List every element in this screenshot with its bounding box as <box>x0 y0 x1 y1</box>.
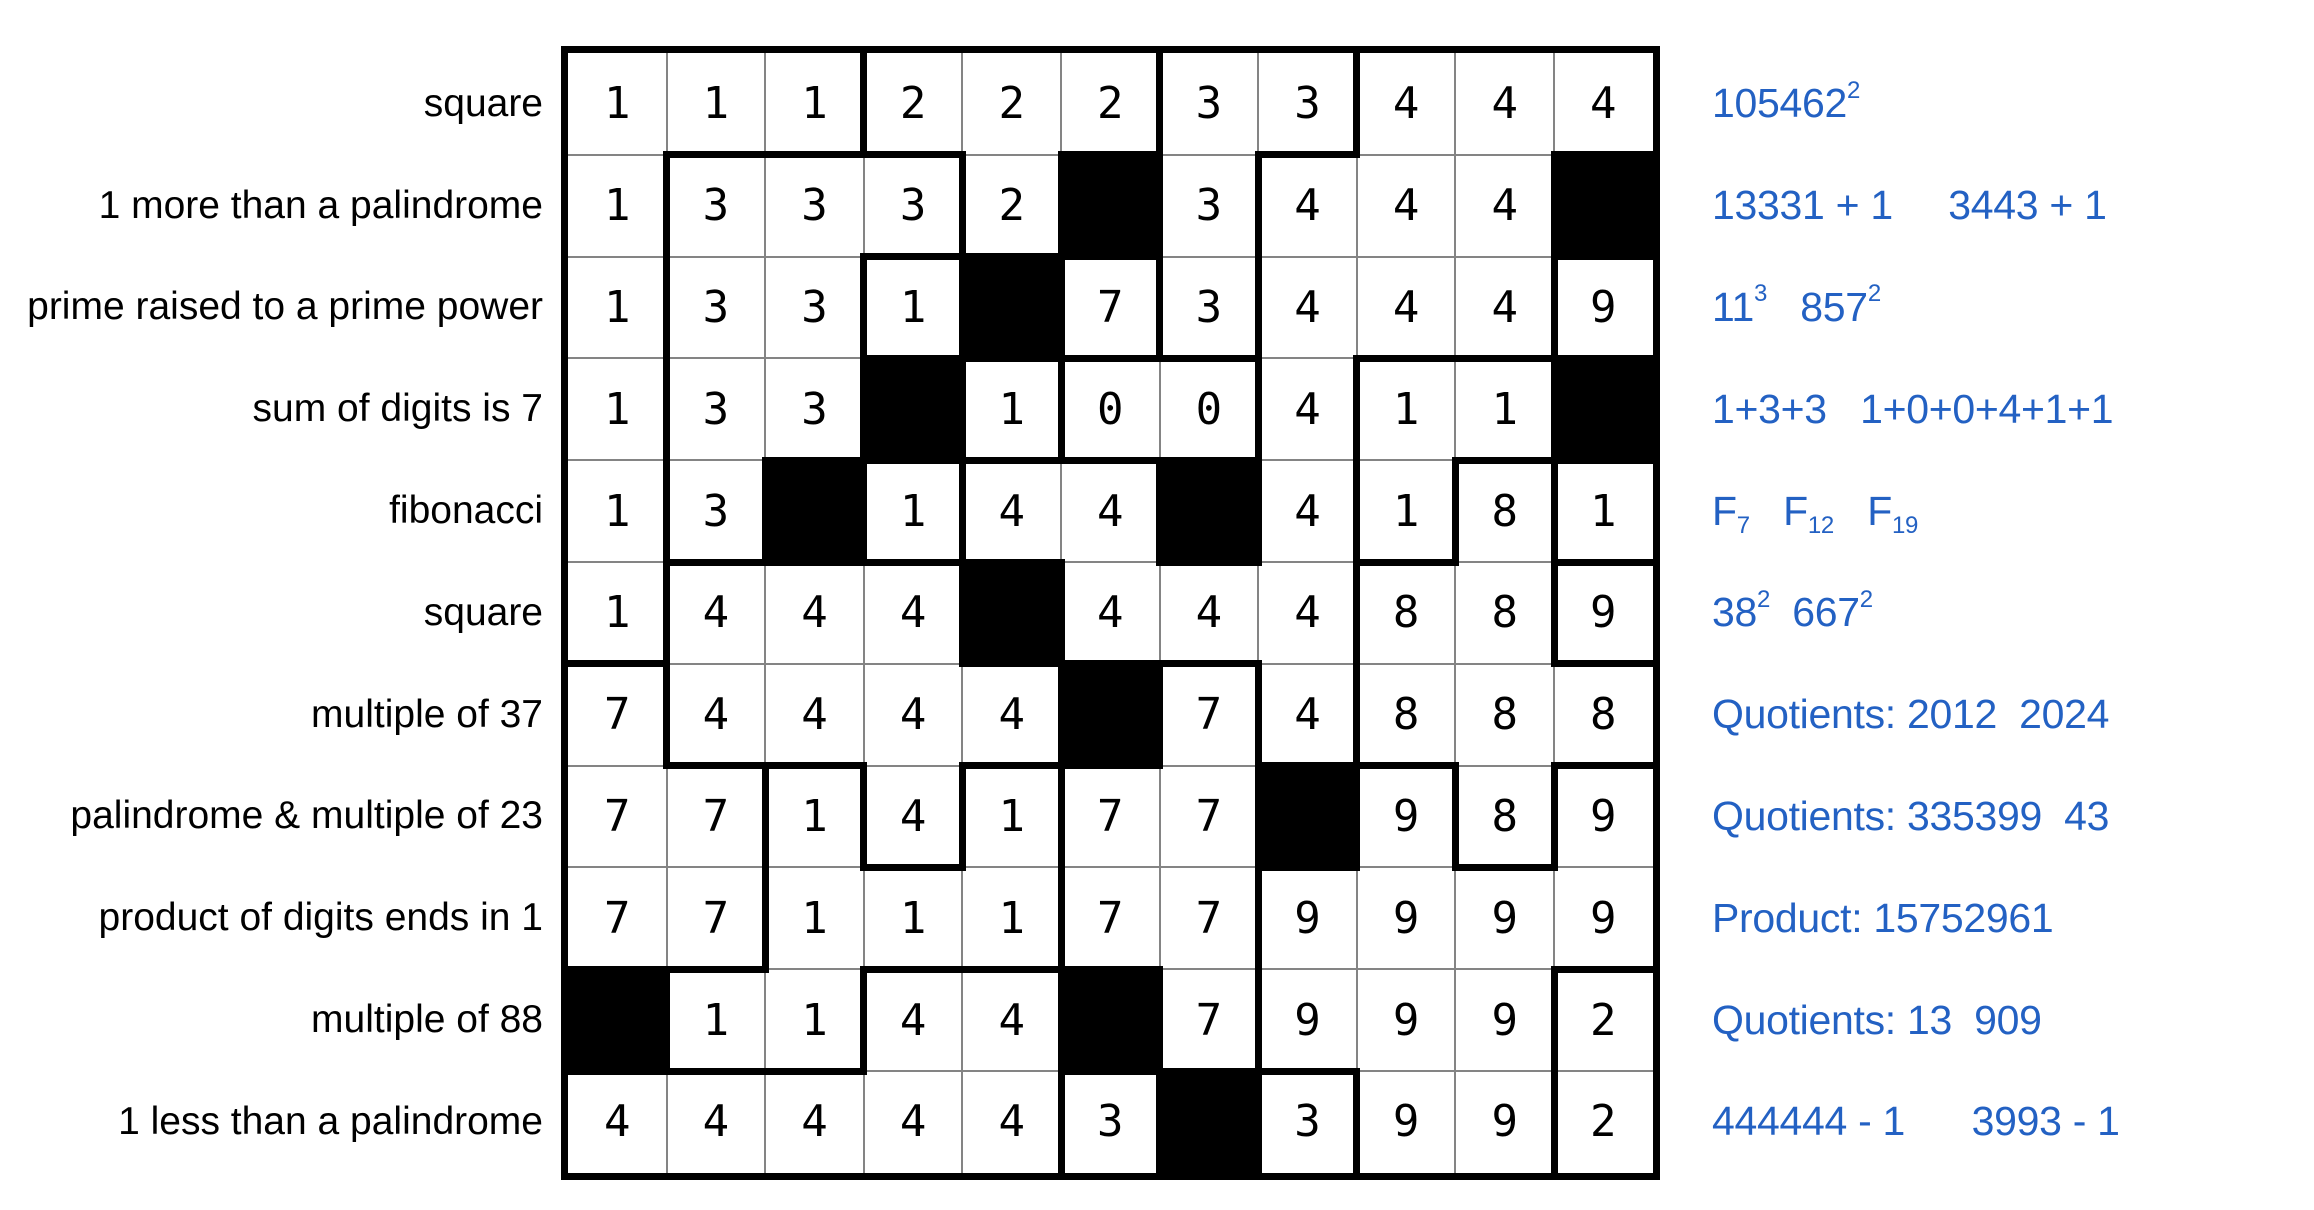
grid-cell: 4 <box>1294 180 1321 232</box>
grid-cell: 4 <box>1294 485 1321 537</box>
row-clue: multiple of 37 <box>311 692 543 736</box>
region-border <box>959 253 1065 260</box>
row-answer <box>1712 969 2312 1071</box>
grid-cell: 7 <box>1195 689 1223 741</box>
row-clue: prime raised to a prime power <box>27 285 543 329</box>
grid-cell: 9 <box>1590 281 1617 333</box>
region-border <box>1058 966 1164 973</box>
region-border <box>1551 966 1653 973</box>
grid-cell: 7 <box>702 892 730 944</box>
answer-text: 667 <box>1770 589 1860 636</box>
grid-cell: 9 <box>1491 1096 1518 1148</box>
answer-text: 38 <box>1712 589 1758 636</box>
grid-cell: 7 <box>604 689 631 741</box>
black-cell <box>765 460 864 562</box>
region-border <box>1058 355 1065 464</box>
grid-cell: 1 <box>899 485 927 537</box>
row-clue: square <box>423 590 543 634</box>
row-clue: 1 less than a palindrome <box>118 1099 543 1143</box>
row-answer <box>1712 664 2312 766</box>
row-clue: multiple of 88 <box>311 998 543 1042</box>
grid-cell: 4 <box>899 790 927 842</box>
grid-cell: 4 <box>1590 78 1617 130</box>
region-border <box>1255 457 1262 566</box>
grid-cell: 1 <box>604 180 631 232</box>
region-border <box>1156 660 1163 769</box>
answer-text: Quotients: 13 909 <box>1712 996 2042 1043</box>
region-border <box>1255 151 1361 158</box>
grid-cell: 4 <box>702 587 730 639</box>
answer-text: Quotients: 2012 2024 <box>1712 691 2110 738</box>
region-border <box>762 151 868 158</box>
grid-cell: 1 <box>998 790 1025 842</box>
grid-cell: 4 <box>1392 78 1420 130</box>
grid-cell: 4 <box>801 1096 828 1148</box>
grid-cell: 1 <box>998 892 1025 944</box>
region-border <box>568 966 670 973</box>
region-border <box>762 1068 868 1075</box>
region-border <box>1058 660 1065 769</box>
row-answer <box>1712 358 2312 460</box>
superscript: 2 <box>1859 585 1873 613</box>
superscript: 2 <box>1867 280 1881 308</box>
answer-text: 105462 <box>1712 80 1848 127</box>
region-border <box>663 559 670 668</box>
region-border <box>1058 762 1164 769</box>
answer-text: F <box>1833 487 1892 534</box>
grid-cell: 4 <box>1491 78 1518 130</box>
grid-cell: 1 <box>1392 383 1420 435</box>
region-border <box>1452 864 1558 871</box>
grid-cell: 1 <box>801 994 828 1046</box>
black-cell <box>1160 460 1259 562</box>
grid-cell: 3 <box>801 180 828 232</box>
black-cell <box>1061 155 1160 257</box>
region-border <box>1058 151 1065 260</box>
row-answer <box>1712 1071 2312 1173</box>
region-border <box>663 355 670 464</box>
grid-cell: 2 <box>998 180 1025 232</box>
black-cell <box>962 257 1061 359</box>
grid-cell: 2 <box>1590 994 1617 1046</box>
region-border <box>1551 559 1653 566</box>
region-border <box>1156 457 1262 464</box>
region-border <box>1353 355 1360 464</box>
answer-text: Quotients: 335399 43 <box>1712 792 2110 839</box>
region-border <box>663 253 670 362</box>
grid-cell: 8 <box>1491 485 1518 537</box>
black-cell <box>568 969 667 1071</box>
grid-cell: 7 <box>604 892 631 944</box>
grid-cell: 1 <box>801 790 828 842</box>
row-answer <box>1712 562 2312 664</box>
region-border <box>860 559 966 566</box>
grid-cell: 1 <box>801 78 828 130</box>
region-border <box>1353 559 1360 668</box>
region-border <box>663 151 670 260</box>
grid-cell: 9 <box>1590 587 1617 639</box>
grid-cell: 9 <box>1294 994 1321 1046</box>
region-border <box>1353 1068 1360 1173</box>
region-border <box>762 457 868 464</box>
grid-cell: 7 <box>1097 790 1124 842</box>
region-border <box>1058 864 1065 973</box>
region-border <box>663 559 769 566</box>
region-border <box>1353 559 1459 566</box>
region-border <box>663 966 769 973</box>
row-answer <box>1712 867 2312 969</box>
region-border <box>1551 457 1558 566</box>
region-border <box>1255 864 1361 871</box>
region-border <box>860 457 966 464</box>
region-border <box>1353 762 1360 871</box>
grid-cell: 9 <box>1294 892 1321 944</box>
grid-cell: 4 <box>1392 281 1420 333</box>
region-border <box>1551 355 1653 362</box>
region-border <box>1058 253 1164 260</box>
region-border <box>1551 151 1653 158</box>
region-border <box>762 559 868 566</box>
grid-cell: 0 <box>1195 383 1223 435</box>
region-border <box>1156 355 1262 362</box>
region-border <box>663 660 670 769</box>
region-border <box>860 762 867 871</box>
subscript: 7 <box>1736 512 1750 540</box>
region-border <box>1255 864 1262 973</box>
region-border <box>959 660 1065 667</box>
grid-cell: 4 <box>1294 689 1321 741</box>
grid-cell: 4 <box>998 994 1025 1046</box>
region-border <box>959 355 1065 362</box>
grid-cell: 3 <box>702 485 730 537</box>
region-border <box>1255 762 1361 769</box>
region-border <box>1156 253 1163 362</box>
grid-cell: 4 <box>1294 383 1321 435</box>
region-border <box>1156 151 1163 260</box>
grid-cell: 3 <box>702 281 730 333</box>
answer-text: 1+3+3 1+0+0+4+1+1 <box>1712 385 2114 432</box>
region-border <box>1452 457 1558 464</box>
region-border <box>1551 762 1558 871</box>
region-border <box>860 864 966 871</box>
region-border <box>762 762 868 769</box>
region-border <box>663 762 769 769</box>
row-answer <box>1712 155 2312 257</box>
region-border <box>860 966 966 973</box>
region-border <box>762 762 769 871</box>
grid-cell: 8 <box>1491 587 1518 639</box>
grid-cell: 1 <box>998 383 1025 435</box>
answer-text: 13331 + 1 3443 + 1 <box>1712 182 2107 229</box>
region-border <box>1452 457 1459 566</box>
grid-cell: 1 <box>899 281 927 333</box>
black-cell <box>1554 358 1653 460</box>
grid-cell: 7 <box>604 790 631 842</box>
grid-cell: 1 <box>899 892 927 944</box>
grid-cell: 4 <box>1392 180 1420 232</box>
grid-cell: 7 <box>1195 892 1223 944</box>
grid-cell: 9 <box>1491 994 1518 1046</box>
region-border <box>663 1068 769 1075</box>
grid-cell: 9 <box>1590 892 1617 944</box>
region-border <box>1058 1068 1065 1173</box>
grid-cell: 4 <box>1491 180 1518 232</box>
row-answer <box>1712 257 2312 359</box>
row-clue: sum of digits is 7 <box>252 387 543 431</box>
region-border <box>1551 457 1653 464</box>
region-border <box>1551 660 1653 667</box>
grid-cell: 4 <box>899 1096 927 1148</box>
grid-cell: 4 <box>899 994 927 1046</box>
black-cell <box>1554 155 1653 257</box>
grid-cell: 4 <box>702 1096 730 1148</box>
grid-cell: 7 <box>702 790 730 842</box>
grid-cell: 7 <box>1097 892 1124 944</box>
row-clue: 1 more than a palindrome <box>98 183 543 227</box>
grid-cell: 7 <box>1195 994 1223 1046</box>
grid-cell: 7 <box>1097 281 1124 333</box>
region-border <box>1353 457 1360 566</box>
region-border <box>1156 1068 1262 1075</box>
grid-cell: 1 <box>604 587 631 639</box>
superscript: 2 <box>1757 585 1771 613</box>
grid-cell: 8 <box>1392 689 1420 741</box>
row-clue: fibonacci <box>389 489 543 533</box>
grid-cell: 3 <box>1195 281 1223 333</box>
region-border <box>568 1068 670 1075</box>
region-border <box>663 457 670 566</box>
region-border <box>1058 151 1164 158</box>
region-border <box>1551 355 1558 464</box>
region-border <box>1551 253 1653 260</box>
grid-cell: 0 <box>1097 383 1124 435</box>
region-border <box>959 559 1065 566</box>
region-border <box>860 53 867 158</box>
region-border <box>959 457 1065 464</box>
grid-cell: 2 <box>899 78 927 130</box>
grid-cell: 8 <box>1491 689 1518 741</box>
subscript: 19 <box>1891 512 1919 540</box>
superscript: 2 <box>1847 76 1861 104</box>
region-border <box>1255 660 1262 769</box>
grid-cell: 9 <box>1392 790 1420 842</box>
answer-text: Product: 15752961 <box>1712 894 2054 941</box>
grid-cell: 9 <box>1392 1096 1420 1148</box>
region-border <box>1255 966 1262 1075</box>
row-clue: palindrome & multiple of 23 <box>70 794 543 838</box>
superscript: 3 <box>1753 280 1768 308</box>
grid-cell: 1 <box>604 281 631 333</box>
black-cell <box>1061 969 1160 1071</box>
grid-cell: 7 <box>1195 790 1223 842</box>
grid-cell: 8 <box>1392 587 1420 639</box>
grid-cell: 1 <box>702 994 730 1046</box>
region-border <box>1156 1068 1163 1173</box>
grid-cell: 9 <box>1392 892 1420 944</box>
region-border <box>1452 355 1558 362</box>
black-cell <box>1061 664 1160 766</box>
answer-text: 444444 - 1 3993 - 1 <box>1712 1098 2120 1145</box>
region-border <box>1058 1068 1164 1075</box>
region-border <box>1551 966 1558 1075</box>
region-border <box>959 457 966 566</box>
region-border <box>1058 355 1164 362</box>
region-border <box>959 762 1065 769</box>
grid-cell: 4 <box>998 689 1025 741</box>
grid-cell: 3 <box>899 180 927 232</box>
grid-cell: 4 <box>702 689 730 741</box>
subscript: 12 <box>1807 512 1834 540</box>
region-border <box>1156 457 1163 566</box>
grid-cell: 3 <box>1294 1096 1321 1148</box>
grid-cell: 4 <box>998 485 1025 537</box>
region-border <box>1353 660 1360 769</box>
black-cell <box>962 562 1061 664</box>
grid-cell: 9 <box>1491 892 1518 944</box>
answer-text: 11 <box>1712 283 1754 330</box>
row-answer <box>1712 53 2312 155</box>
grid-cell: 3 <box>1195 78 1223 130</box>
region-border <box>1255 355 1262 464</box>
grid-cell: 1 <box>1491 383 1518 435</box>
answer-text: F <box>1749 487 1808 534</box>
region-border <box>1255 762 1262 871</box>
black-cell <box>1258 766 1357 868</box>
grid-cell: 1 <box>604 485 631 537</box>
grid-cell: 4 <box>1491 281 1518 333</box>
region-border <box>860 966 867 1075</box>
region-border <box>663 966 670 1075</box>
grid-cell: 4 <box>1294 587 1321 639</box>
grid-cell: 4 <box>899 689 927 741</box>
row-answer <box>1712 460 2312 562</box>
region-border <box>1353 53 1360 158</box>
grid-cell: 4 <box>1294 281 1321 333</box>
grid-cell: 1 <box>604 78 631 130</box>
grid-cell: 3 <box>1097 1096 1124 1148</box>
grid-cell: 1 <box>702 78 730 130</box>
region-border <box>1353 355 1459 362</box>
grid-cell: 3 <box>1195 180 1223 232</box>
grid-cell: 1 <box>1392 485 1420 537</box>
grid-cell: 4 <box>998 1096 1025 1148</box>
region-border <box>1058 966 1065 1075</box>
grid-cell: 4 <box>899 587 927 639</box>
answer-text: 857 <box>1767 283 1868 330</box>
region-border <box>1255 253 1262 362</box>
region-border <box>1255 1068 1262 1173</box>
region-border <box>860 355 966 362</box>
answer-text: F <box>1712 487 1737 534</box>
grid-cell: 2 <box>1590 1096 1617 1148</box>
region-border <box>663 151 769 158</box>
row-clue: product of digits ends in 1 <box>98 896 543 940</box>
region-border <box>959 151 966 260</box>
number-grid <box>561 46 1660 1180</box>
grid-cell: 2 <box>1097 78 1124 130</box>
region-border <box>959 355 966 464</box>
region-border <box>959 253 966 362</box>
region-border <box>1255 1068 1361 1075</box>
grid-cell: 2 <box>998 78 1025 130</box>
grid-cell: 3 <box>702 180 730 232</box>
grid-cell: 1 <box>1590 485 1617 537</box>
grid-cell: 1 <box>801 892 828 944</box>
grid-cell: 9 <box>1392 994 1420 1046</box>
region-border <box>1058 457 1164 464</box>
row-clue: square <box>423 81 543 125</box>
grid-cell: 4 <box>604 1096 631 1148</box>
region-border <box>568 660 670 667</box>
region-border <box>1058 762 1065 871</box>
region-border <box>959 559 966 668</box>
grid-cell: 1 <box>604 383 631 435</box>
grid-cell: 3 <box>801 281 828 333</box>
region-border <box>1058 559 1065 668</box>
grid-cell: 4 <box>1195 587 1223 639</box>
region-border <box>1551 1068 1558 1173</box>
region-border <box>762 864 769 973</box>
region-border <box>1255 151 1262 260</box>
region-border <box>860 457 867 566</box>
region-border <box>1058 660 1164 667</box>
region-border <box>860 151 966 158</box>
black-cell <box>1160 1071 1259 1173</box>
region-border <box>1058 253 1065 362</box>
region-border <box>1156 966 1163 1075</box>
region-border <box>762 457 769 566</box>
grid-cell: 4 <box>801 689 828 741</box>
grid-cell: 4 <box>1097 485 1124 537</box>
grid-cell: 3 <box>1294 78 1321 130</box>
black-cell <box>864 358 963 460</box>
grid-cell: 4 <box>801 587 828 639</box>
region-border <box>1551 559 1558 668</box>
row-answer <box>1712 766 2312 868</box>
region-border <box>1156 53 1163 158</box>
grid-cell: 3 <box>702 383 730 435</box>
grid-cell: 9 <box>1590 790 1617 842</box>
region-border <box>1551 253 1558 362</box>
grid-cell: 8 <box>1590 689 1617 741</box>
region-border <box>1551 762 1653 769</box>
region-border <box>860 253 867 362</box>
region-border <box>1551 151 1558 260</box>
region-border <box>959 966 1065 973</box>
region-border <box>1353 762 1459 769</box>
region-border <box>959 762 966 871</box>
grid-cell: 3 <box>801 383 828 435</box>
region-border <box>860 253 966 260</box>
grid-cell: 4 <box>1097 587 1124 639</box>
region-border <box>1156 660 1262 667</box>
grid-cell: 8 <box>1491 790 1518 842</box>
region-border <box>1452 762 1459 871</box>
region-border <box>1156 559 1262 566</box>
region-border <box>860 355 867 464</box>
